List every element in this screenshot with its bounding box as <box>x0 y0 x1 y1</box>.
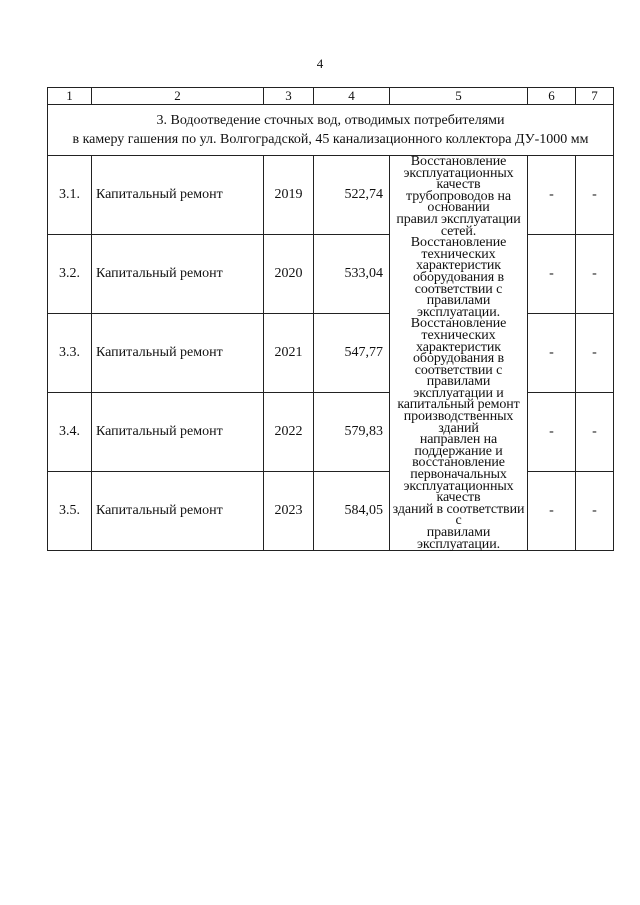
column-number-row <box>48 88 614 105</box>
work-cost: 522,74 <box>314 156 390 235</box>
column-number: 2 <box>92 88 264 105</box>
row-number: 3.1. <box>48 156 92 235</box>
work-cost: 584,05 <box>314 472 390 551</box>
row-number: 3.3. <box>48 314 92 393</box>
table-row <box>48 472 614 551</box>
description-line: правилами эксплуатации. <box>416 525 500 552</box>
description-line: капитальный ремонт <box>397 397 520 413</box>
description-line: производственных зданий <box>403 409 514 436</box>
table-row <box>48 235 614 314</box>
column-number: 3 <box>264 88 314 105</box>
col7-value: - <box>576 314 614 393</box>
table-row <box>48 156 614 235</box>
description-line: первоначальных <box>410 467 507 483</box>
work-name: Капитальный ремонт <box>92 314 264 393</box>
row-number: 3.2. <box>48 235 92 314</box>
section-title-row <box>48 105 614 156</box>
work-cost: 547,77 <box>314 314 390 393</box>
col7-value: - <box>576 156 614 235</box>
work-cost: 533,04 <box>314 235 390 314</box>
work-year: 2019 <box>264 156 314 235</box>
work-name: Капитальный ремонт <box>92 156 264 235</box>
description-line: эксплуатации. Восстановление <box>410 304 507 332</box>
work-description <box>390 156 528 551</box>
description-line: технических характеристик <box>415 327 501 355</box>
description-line: Восстановление технических <box>410 235 507 262</box>
work-name: Капитальный ремонт <box>92 472 264 551</box>
work-year: 2020 <box>264 235 314 314</box>
description-line: Восстановление <box>410 154 507 169</box>
work-year: 2022 <box>264 393 314 472</box>
col7-value: - <box>576 472 614 551</box>
description-line: оборудования в соответствии с <box>413 351 504 378</box>
col6-value: - <box>528 393 576 472</box>
column-number: 1 <box>48 88 92 105</box>
description-line: трубопроводов на основании <box>406 188 511 216</box>
col6-value: - <box>528 472 576 551</box>
description-line: характеристик оборудования в <box>413 258 504 285</box>
row-number: 3.4. <box>48 393 92 472</box>
col6-value: - <box>528 235 576 314</box>
column-number: 7 <box>576 88 614 105</box>
description-line: правил эксплуатации сетей. <box>396 211 521 239</box>
column-number: 4 <box>314 88 390 105</box>
col6-value: - <box>528 314 576 393</box>
work-name: Капитальный ремонт <box>92 393 264 472</box>
work-year: 2021 <box>264 314 314 393</box>
column-number: 5 <box>390 88 528 105</box>
section-title-line: 3. Водоотведение сточных вод, отводимых потребителями <box>156 113 505 128</box>
description-line: направлен на поддержание и <box>414 432 503 459</box>
description-line: зданий в соответствии с <box>392 501 525 529</box>
table-row <box>48 393 614 472</box>
description-line: восстановление <box>412 455 505 471</box>
column-number: 6 <box>528 88 576 105</box>
description-line: эксплуатационных качеств <box>403 165 514 193</box>
work-name: Капитальный ремонт <box>92 235 264 314</box>
section-title <box>48 105 614 156</box>
description-line: соответствии с правилами <box>414 281 503 309</box>
works-table <box>47 87 614 551</box>
row-number: 3.5. <box>48 472 92 551</box>
description-line: правилами эксплуатации и <box>413 374 504 401</box>
work-year: 2023 <box>264 472 314 551</box>
col7-value: - <box>576 235 614 314</box>
description-line: эксплуатационных качеств <box>403 478 514 506</box>
page-number: 4 <box>316 56 324 71</box>
col6-value: - <box>528 156 576 235</box>
table-row <box>48 314 614 393</box>
section-title-line: в камеру гашения по ул. Волгоградской, 45 канализационного коллектора ДУ-1000 мм <box>72 132 589 147</box>
col7-value: - <box>576 393 614 472</box>
work-cost: 579,83 <box>314 393 390 472</box>
